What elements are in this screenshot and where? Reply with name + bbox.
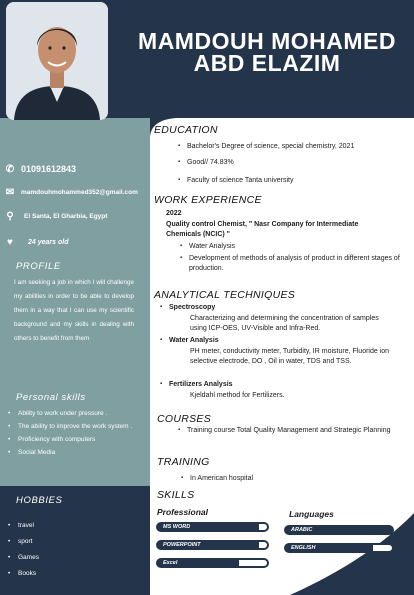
- technique-name: ▪ Fertilizers Analysis: [169, 380, 233, 390]
- work-duty-item: ▪ Development of methods of analysis of product in different stages of production.: [189, 254, 411, 273]
- education-item: ▪ Bachelor's Degree of science, special chemistry, 2021: [187, 142, 407, 152]
- hobby-item: • Books: [8, 566, 138, 582]
- work-position-line-1: Quality control Chemist, " Nasr Company for Intermediate: [166, 221, 359, 228]
- language-skill-bar-remainder: [373, 545, 392, 551]
- professional-heading: Professional: [157, 507, 209, 517]
- skills-heading: SKILLS: [157, 489, 195, 501]
- location-pin-icon: ⚲: [6, 210, 14, 222]
- languages-heading: Languages: [289, 509, 334, 519]
- age-text: 24 years old: [28, 238, 69, 246]
- professional-skill-label: MS WORD: [163, 524, 191, 530]
- personal-skill-item: • Ability to work under pressure .: [8, 407, 140, 420]
- contact-email: [4, 186, 138, 198]
- technique-description: Kjeldahl method for Fertilizers.: [190, 392, 285, 399]
- professional-skill-label: Excel: [163, 560, 178, 566]
- hobbies-list: [8, 518, 138, 582]
- technique-name: ▪ Spectroscopy: [169, 303, 215, 313]
- professional-skill-bar: [156, 522, 269, 532]
- education-heading: EDUCATION: [154, 124, 218, 136]
- work-experience-heading: WORK EXPERIENCE: [154, 194, 262, 206]
- contact-phone: [4, 163, 76, 175]
- hobby-item: • Games: [8, 550, 138, 566]
- personal-skill-item: • Proficiency with computers: [8, 433, 140, 446]
- course-item: ▪ Training course Total Quality Management and Strategic Planning: [187, 426, 402, 436]
- personal-skills-heading: Personal skills: [16, 392, 86, 403]
- work-duty-item: ▪ Water Analysis: [189, 242, 411, 252]
- education-item: ▪ Faculty of science Tanta university: [187, 176, 407, 186]
- technique-description: Characterizing and determining the concentration of samples using ICP-OES, UV-Visible and Infra-Red.: [190, 315, 379, 332]
- professional-skill-bar: [156, 558, 269, 568]
- envelope-icon: ✉: [5, 186, 15, 198]
- analytical-techniques-heading: ANALYTICAL TECHNIQUES: [154, 289, 296, 301]
- email-text: mamdouhmohammed352@gmail.com: [21, 188, 138, 196]
- profile-heading: PROFILE: [16, 261, 61, 272]
- personal-skills-list: [8, 407, 140, 459]
- professional-skill-bar-remainder: [259, 542, 267, 548]
- language-skill-bar: [284, 543, 394, 553]
- language-skill-label: ENGLISH: [291, 545, 316, 551]
- technique-name: ▪ Water Analysis: [169, 336, 219, 346]
- technique-description: PH meter, conductivity meter, Turbidity, IR moisture, Fluoride ion selective electrode, DO , Oil in water, TDS and TSS.: [190, 348, 390, 365]
- candidate-name: [122, 30, 412, 74]
- professional-skill-label: POWERPOINT: [163, 542, 201, 548]
- personal-skill-item: • Social Media: [8, 446, 140, 459]
- hobby-item: • sport: [8, 534, 138, 550]
- language-skill-bar: [284, 525, 394, 535]
- heart-icon: ♥: [7, 236, 13, 248]
- hobbies-heading: HOBBIES: [16, 495, 63, 506]
- profile-text: I am seeking a job in which I will challenge my abilities in order to be able to develop them in a way that I can use my scientific background and my skills in dealing with others to benefit from them: [14, 279, 134, 342]
- professional-skill-bar-remainder: [239, 560, 267, 566]
- address-text: El Santa, El Gharbia, Egypt: [24, 212, 108, 220]
- language-skill-label: ARABIC: [291, 527, 313, 533]
- phone-text: 01091612843: [21, 164, 77, 174]
- contact-age: [4, 236, 68, 248]
- personal-skill-item: • The ability to improve the work system .: [8, 420, 140, 433]
- education-item: ▪ Good// 74.83%: [187, 158, 407, 168]
- courses-heading: COURSES: [157, 413, 212, 425]
- phone-icon: ✆: [5, 163, 15, 175]
- name-line-2: ABD ELAZIM: [193, 50, 341, 76]
- hobby-item: • travel: [8, 518, 138, 534]
- professional-skill-bar-remainder: [259, 524, 267, 530]
- profile-photo: [6, 2, 108, 120]
- name-line-1: MAMDOUH MOHAMED: [138, 28, 396, 54]
- training-heading: TRAINING: [157, 456, 210, 468]
- work-year: 2022: [166, 210, 182, 217]
- training-item: ▪ In American hospital: [190, 474, 390, 484]
- contact-address: [4, 210, 107, 222]
- professional-skill-bar: [156, 540, 269, 550]
- work-position-line-2: Chemicals (NCIC) ": [166, 231, 230, 238]
